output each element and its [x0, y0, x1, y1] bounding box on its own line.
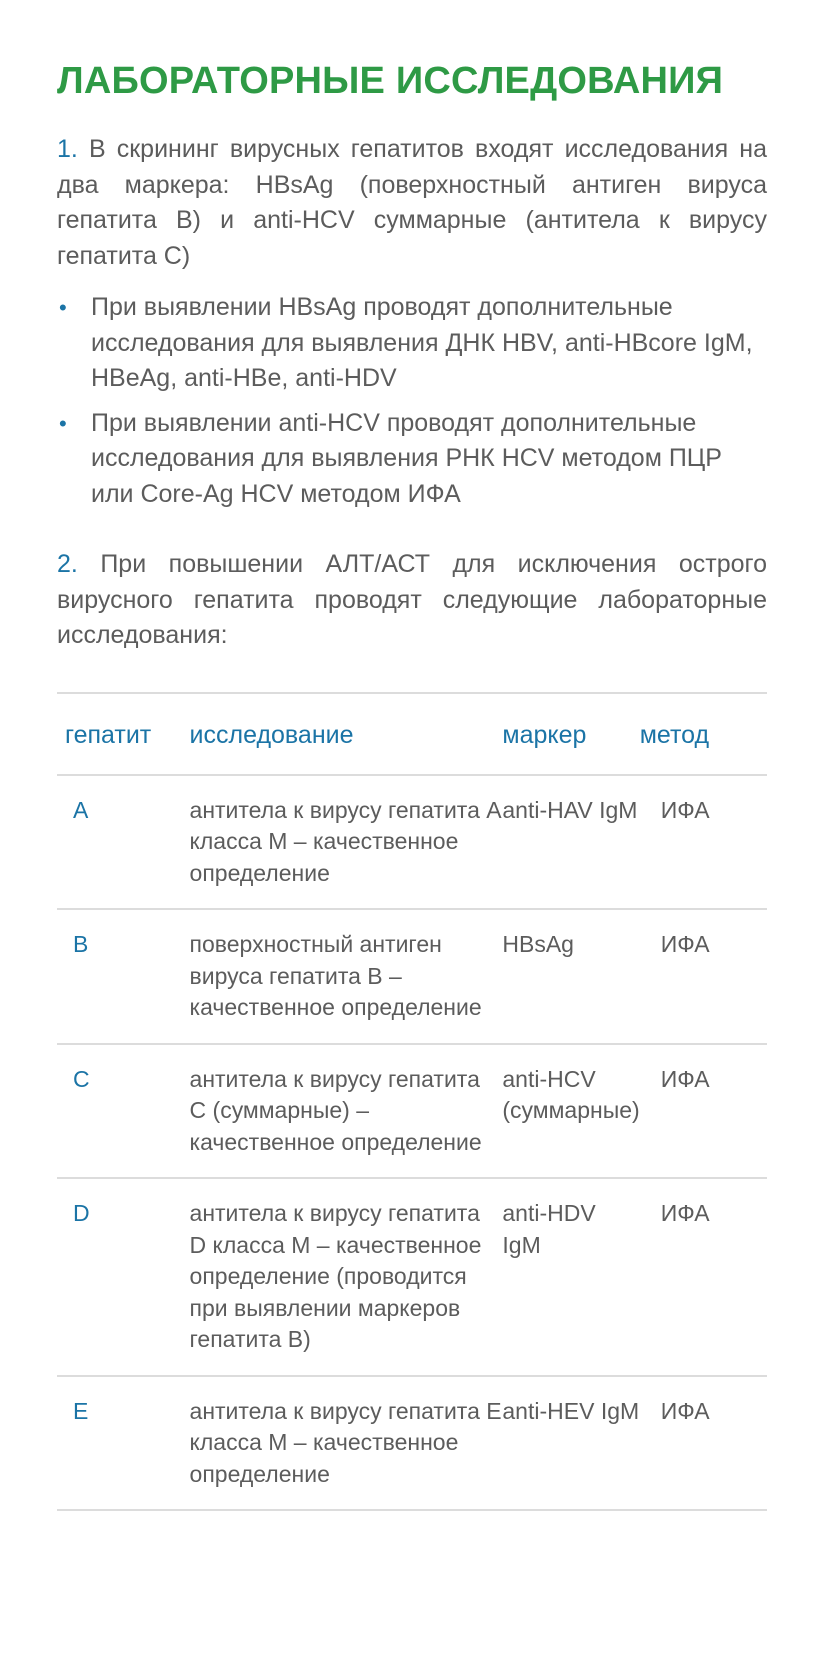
section-1-paragraph [57, 132, 767, 274]
cell-study: антитела к вирусу гепатита D класса М – качественное определение (проводится при выявлении маркеров гепатита В) [190, 1178, 503, 1376]
section-2-paragraph [57, 547, 767, 654]
cell-study: антитела к вирусу гепатита Е класса М – качественное определение [190, 1376, 503, 1511]
table-row [57, 775, 767, 910]
cell-marker: anti-HDV IgM [502, 1178, 639, 1376]
cell-study: антитела к вирусу гепатита С (суммарные) – качественное определение [190, 1044, 503, 1179]
cell-hepatitis: B [57, 909, 190, 1044]
cell-method: ИФА [640, 1376, 767, 1511]
cell-hepatitis: E [57, 1376, 190, 1511]
cell-hepatitis: C [57, 1044, 190, 1179]
section-2-text: При повышении АЛТ/АСТ для исключения острого вирусного гепатита проводят следующие лабораторные исследования: [57, 550, 767, 649]
bullet-item [57, 290, 767, 397]
table-row [57, 1044, 767, 1179]
section-1-bullet-list [57, 290, 767, 512]
bullet-dot-icon: • [59, 410, 67, 436]
cell-marker: HBsAg [502, 909, 639, 1044]
header-study: исследование [190, 693, 503, 775]
cell-method: ИФА [640, 1178, 767, 1376]
table-row [57, 1178, 767, 1376]
cell-hepatitis: A [57, 775, 190, 910]
bullet-text: При выявлении anti-HCV проводят дополнительные исследования для выявления РНК HCV методом ПЦР или Core-Ag HCV методом ИФА [91, 408, 722, 508]
lab-tests-table [57, 692, 767, 1512]
document-page [57, 0, 767, 1511]
cell-method: ИФА [640, 1044, 767, 1179]
section-2-number: 2. [57, 550, 78, 578]
cell-method: ИФА [640, 909, 767, 1044]
cell-hepatitis: D [57, 1178, 190, 1376]
header-method: метод [640, 693, 767, 775]
header-hepatitis: гепатит [57, 693, 190, 775]
table-row [57, 909, 767, 1044]
bullet-dot-icon: • [59, 295, 67, 320]
page-title: ЛАБОРАТОРНЫЕ ИССЛЕДОВАНИЯ [57, 60, 724, 102]
cell-marker: anti-HAV IgM [502, 775, 639, 910]
table-row [57, 1376, 767, 1511]
cell-method: ИФА [640, 775, 767, 910]
cell-study: поверхностный антиген вируса гепатита В – качественное определение [190, 909, 503, 1044]
cell-marker: anti-HEV IgM [502, 1376, 639, 1511]
cell-study: антитела к вирусу гепатита А класса М – качественное определение [190, 775, 503, 910]
bullet-text: При выявлении HBsAg проводят дополнительные исследования для выявления ДНК HBV, anti-HBcore IgM, HBeAg, anti-HBe, anti-HDV [91, 293, 753, 392]
section-1-number: 1. [57, 135, 78, 163]
cell-marker: anti-HCV (суммарные) [502, 1044, 639, 1179]
table-header-row [57, 693, 767, 775]
section-1-text: В скрининг вирусных гепатитов входят исследования на два маркера: HBsAg (поверхностный антиген вируса гепатита B) и anti-HCV суммарные (антитела к вирусу гепатита С) [57, 135, 767, 270]
bullet-item [57, 406, 767, 513]
header-marker: маркер [502, 693, 639, 775]
